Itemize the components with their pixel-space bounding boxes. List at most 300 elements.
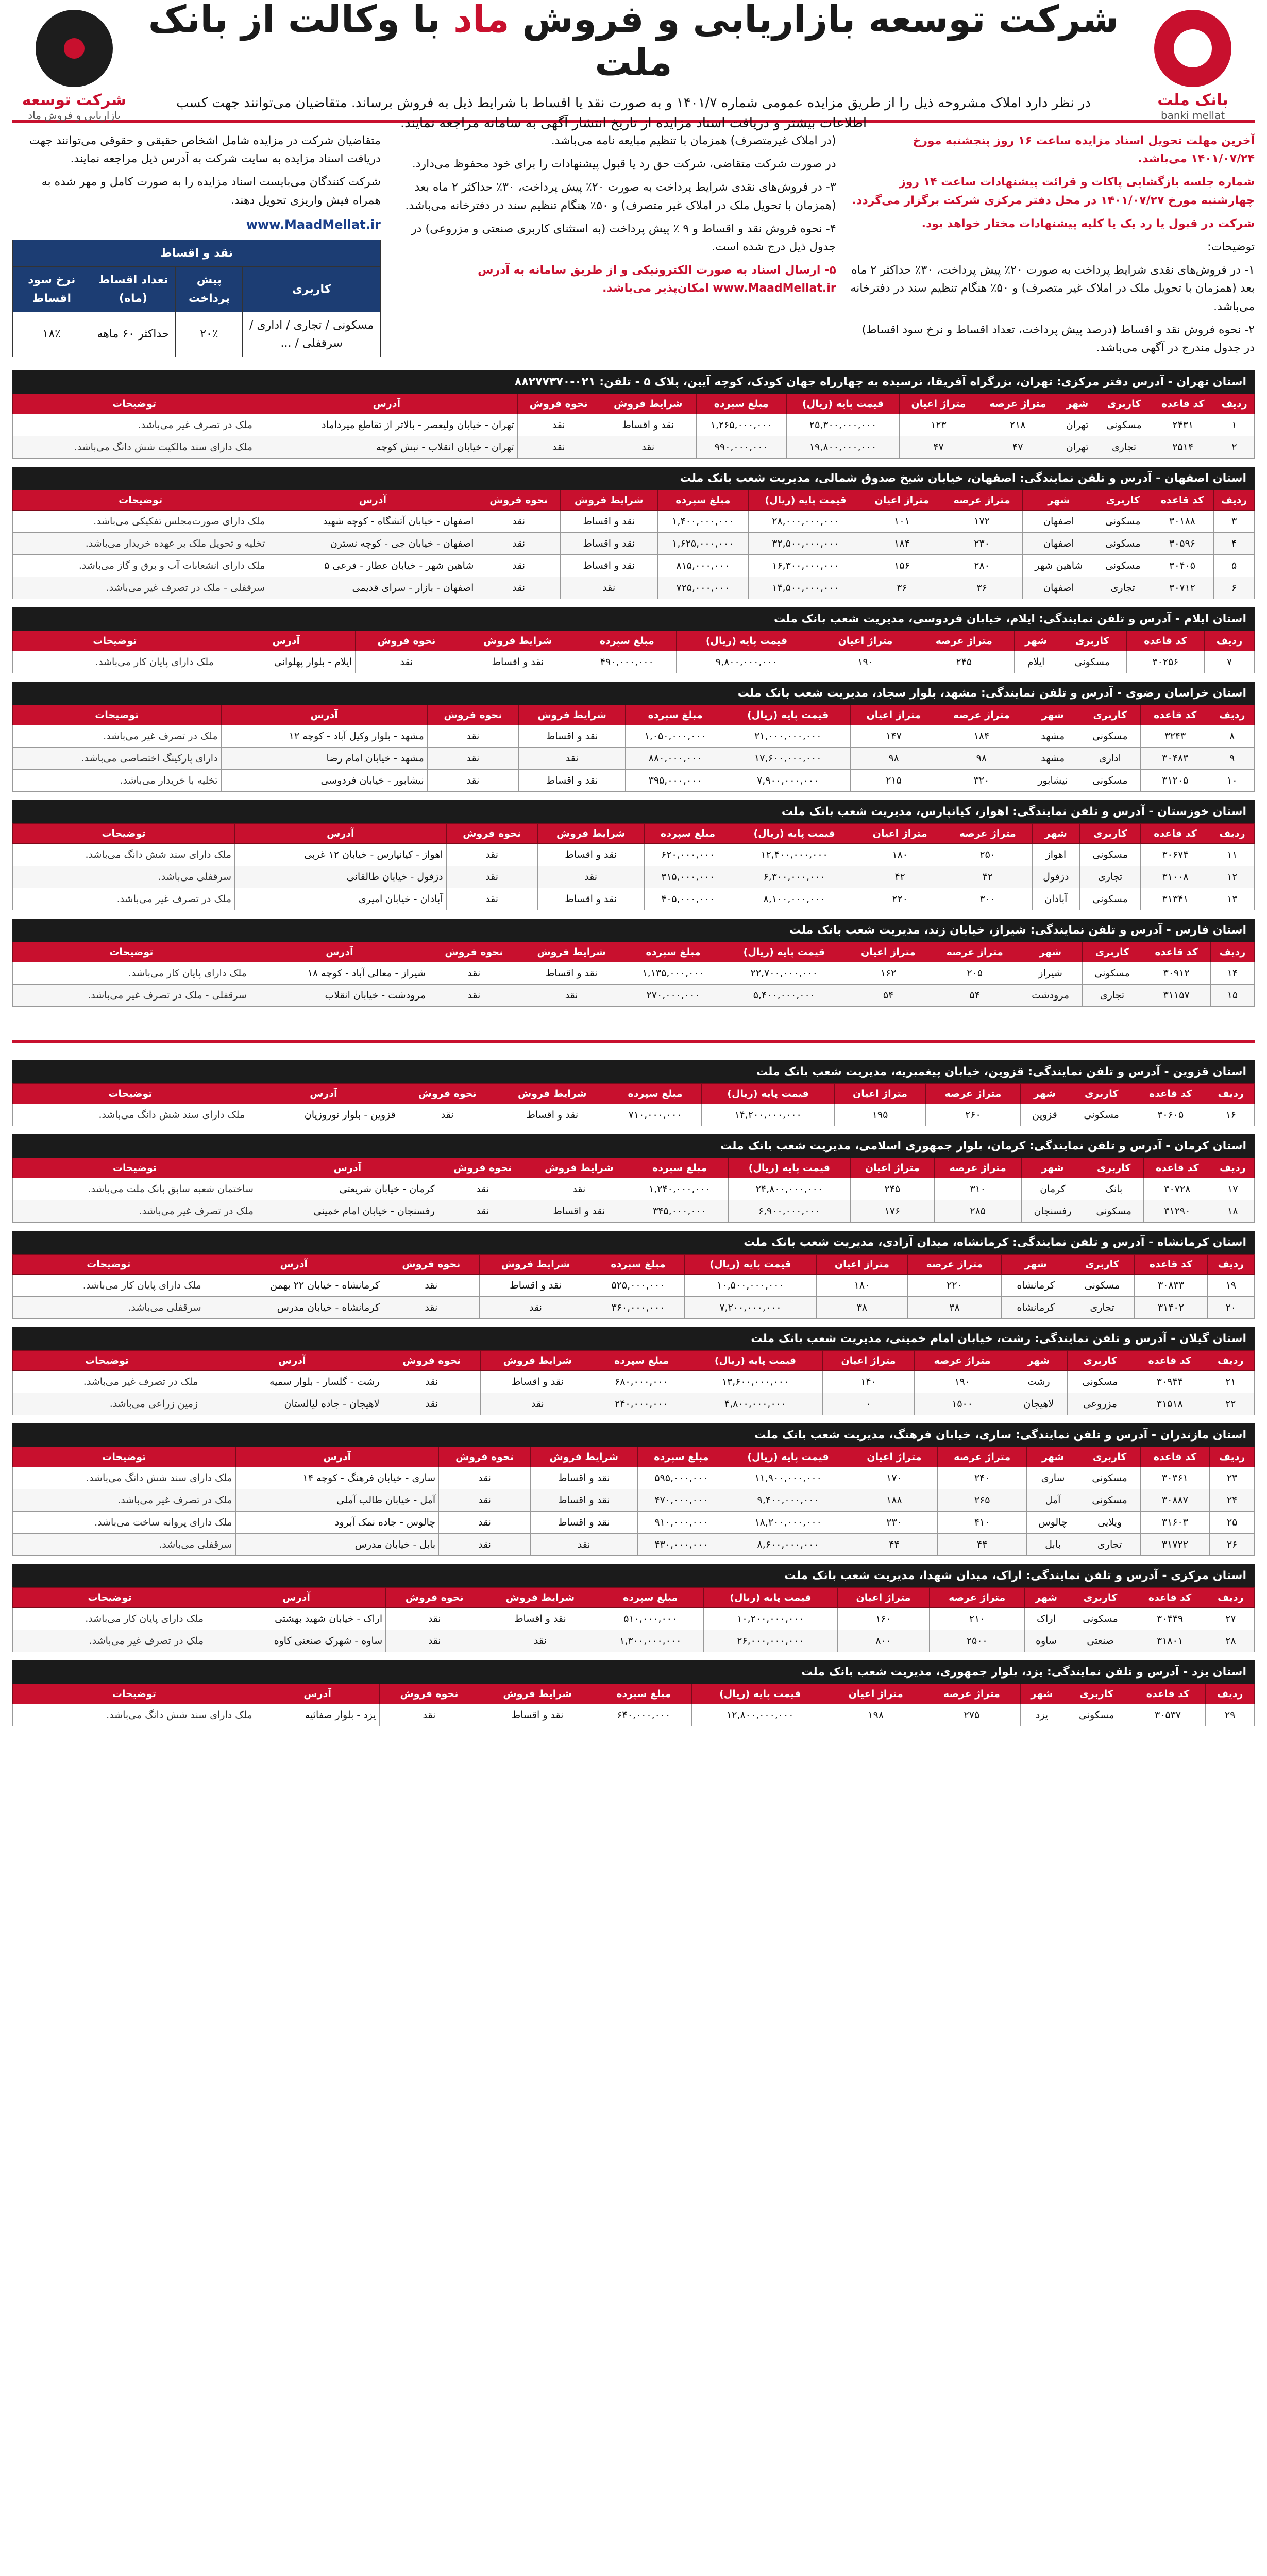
- table-cell: ۶: [1214, 577, 1255, 599]
- table-cell: ۲۶۰: [926, 1104, 1021, 1126]
- table-cell: اراک - خیابان شهید بهشتی: [207, 1608, 386, 1630]
- table-cell: ۳۰۰: [943, 888, 1032, 910]
- table-cell: تجاری: [1082, 985, 1142, 1007]
- table-cell: ۳۰۵۳۷: [1130, 1704, 1206, 1726]
- listing-table-header-row: [13, 1084, 1255, 1104]
- table-cell: لاهیجان - جاده لیالستان: [201, 1393, 383, 1415]
- table-cell: نقد و اقساط: [530, 1512, 637, 1534]
- table-cell: کرمان - خیابان شریعتی: [257, 1178, 438, 1200]
- table-cell: ملک در تصرف غیر می‌باشد.: [13, 725, 222, 748]
- table-cell: ۴۴: [851, 1534, 938, 1556]
- table-cell: مشهد - خیابان امام رضا: [221, 748, 427, 770]
- table-row: [13, 1608, 1255, 1630]
- column-header: توضیحات: [13, 1084, 248, 1104]
- column-header: نحوه فروش: [477, 490, 561, 511]
- table-cell: ۸: [1210, 725, 1255, 748]
- table-cell: ۲۴۰,۰۰۰,۰۰۰: [595, 1393, 688, 1415]
- column-header: شهر: [1023, 490, 1095, 511]
- listings-part-1: [12, 370, 1255, 1007]
- table-cell: سرقفلی - ملک در تصرف غیر می‌باشد.: [13, 985, 250, 1007]
- table-cell: ۱۸۴: [937, 725, 1026, 748]
- table-row: [13, 436, 1255, 459]
- table-cell: تجاری: [1079, 866, 1141, 888]
- table-cell: ۹: [1210, 748, 1255, 770]
- table-cell: ۳۰۴۰۵: [1151, 555, 1213, 577]
- table-cell: ۲۸,۰۰۰,۰۰۰,۰۰۰: [749, 511, 863, 533]
- table-cell: ۱۹۰: [915, 1371, 1010, 1393]
- column-header: شهر: [1021, 1684, 1063, 1704]
- table-cell: ۵۲۵,۰۰۰,۰۰۰: [592, 1275, 684, 1297]
- table-cell: اصفهان: [1023, 577, 1095, 599]
- ad-header: [12, 0, 1255, 131]
- column-header: توضیحات: [13, 824, 235, 844]
- table-cell: ملک دارای سند مالکیت شش دانگ می‌باشد.: [13, 436, 256, 459]
- table-cell: صنعتی: [1068, 1630, 1133, 1652]
- table-cell: ۷,۲۰۰,۰۰۰,۰۰۰: [684, 1297, 817, 1319]
- column-header: متراژ اعیان: [857, 824, 943, 844]
- table-cell: ۸,۱۰۰,۰۰۰,۰۰۰: [732, 888, 857, 910]
- company-logo: [12, 10, 136, 122]
- table-cell: ملک در تصرف غیر می‌باشد.: [13, 888, 235, 910]
- column-header: شرایط فروش: [527, 1158, 631, 1178]
- column-header: نحوه فروش: [355, 631, 458, 651]
- table-cell: نقد: [429, 985, 519, 1007]
- region-header: استان گیلان - آدرس و تلفن نمایندگی: رشت، خیابان امام خمینی، مدیریت شعب بانک ملت: [12, 1327, 1255, 1350]
- table-cell: مسکونی: [1079, 1467, 1140, 1489]
- table-cell: چالوس: [1027, 1512, 1079, 1534]
- table-cell: ۱۴,۲۰۰,۰۰۰,۰۰۰: [702, 1104, 835, 1126]
- listing-table-header-row: [13, 631, 1255, 651]
- column-header: ردیف: [1207, 1255, 1254, 1275]
- column-header: قیمت پایه (ریال): [684, 1255, 817, 1275]
- column-header: شهر: [1021, 1158, 1084, 1178]
- intro-col-middle: [394, 132, 836, 362]
- column-header: شرایط فروش: [481, 1351, 595, 1371]
- table-cell: ۲۵: [1210, 1512, 1255, 1534]
- table-cell: ۲۹: [1206, 1704, 1255, 1726]
- table-row: [13, 555, 1255, 577]
- table-cell: ۲۸۰: [941, 555, 1023, 577]
- region-header: استان مازندران - آدرس و تلفن نمایندگی: ساری، خیابان فرهنگ، مدیریت شعب بانک ملت: [12, 1423, 1255, 1447]
- table-cell: ۴۴: [937, 1534, 1027, 1556]
- table-cell: ۳۰۶۰۵: [1134, 1104, 1207, 1126]
- listing-table-header-row: [13, 490, 1255, 511]
- table-cell: ۱۶۰: [837, 1608, 930, 1630]
- column-header: کد قاعده: [1133, 1588, 1207, 1608]
- table-cell: ۳۱۲۰۵: [1141, 770, 1210, 792]
- table-cell: ۴۲: [857, 866, 943, 888]
- column-header: کاربری: [1096, 394, 1152, 414]
- table-cell: تهران: [1058, 436, 1096, 459]
- table-cell: ۱۱,۹۰۰,۰۰۰,۰۰۰: [725, 1467, 851, 1489]
- column-header: کد قاعده: [1143, 1158, 1211, 1178]
- column-header: متراژ اعیان: [863, 490, 941, 511]
- table-cell: ۳۶: [863, 577, 941, 599]
- intro-line: ۲- نحوه فروش نقد و اقساط (درصد پیش پرداخت، تعداد اقساط و نرخ سود اقساط) در جدول مندرج در آگهی می‌باشد.: [861, 323, 1255, 354]
- table-cell: ۱: [1214, 414, 1254, 436]
- column-header: ردیف: [1207, 1351, 1254, 1371]
- column-header: مبلغ سپرده: [592, 1255, 684, 1275]
- table-cell: نیشابور: [1026, 770, 1079, 792]
- listing-table-header-row: [13, 1351, 1255, 1371]
- table-cell: ۷,۹۰۰,۰۰۰,۰۰۰: [725, 770, 851, 792]
- table-cell: ۳۲۰: [937, 770, 1026, 792]
- mini-table-caption: نقد و اقساط: [13, 240, 381, 267]
- listing-table: [12, 1447, 1255, 1556]
- column-header: مبلغ سپرده: [631, 1158, 729, 1178]
- table-cell: نقد و اقساط: [483, 1608, 597, 1630]
- table-cell: ۲۶: [1210, 1534, 1255, 1556]
- table-cell: ۸۰۰: [837, 1630, 930, 1652]
- table-cell: نقد: [427, 748, 518, 770]
- table-cell: ۱۵۰۰: [915, 1393, 1010, 1415]
- column-header: کد قاعده: [1135, 1255, 1208, 1275]
- column-header: متراژ عرصه: [937, 1447, 1027, 1467]
- table-cell: اصفهان - بازار - سرای قدیمی: [268, 577, 477, 599]
- listings-part-2-wrapper: [12, 1040, 1255, 1726]
- table-cell: ۳۰۷۲۸: [1143, 1178, 1211, 1200]
- column-header: نحوه فروش: [517, 394, 600, 414]
- column-header: متراژ اعیان: [846, 942, 931, 962]
- column-header: توضیحات: [13, 631, 217, 651]
- table-cell: مسکونی: [1079, 725, 1141, 748]
- table-cell: تهران - خیابان ولیعصر - بالاتر از تقاطع میرداماد: [256, 414, 517, 436]
- column-header: متراژ اعیان: [829, 1684, 923, 1704]
- table-cell: چالوس - جاده نمک آبرود: [235, 1512, 439, 1534]
- column-header: شهر: [1026, 705, 1079, 725]
- table-cell: دزفول - خیابان طالقانی: [235, 866, 447, 888]
- intro-line: شرکت در قبول یا رد یک یا کلیه پیشنهادات مختار خواهد بود.: [921, 217, 1255, 230]
- table-cell: ۲۴: [1210, 1489, 1255, 1512]
- website-link[interactable]: www.MaadMellat.ir: [246, 217, 381, 232]
- table-cell: ۱۷۰: [851, 1467, 938, 1489]
- table-cell: ۱۹,۸۰۰,۰۰۰,۰۰۰: [786, 436, 900, 459]
- column-header: آدرس: [201, 1351, 383, 1371]
- intro-line: ۱- در فروش‌های نقدی شرایط پرداخت به صورت ۲۰٪ پیش پرداخت، ۳۰٪ حداکثر ۲ ماه بعد (همزمان با تحویل ملک در املاک غیر متصرف) و ۵۰٪ هنگام تنظیم سند در دفترخانه می‌باشد.: [850, 264, 1255, 313]
- table-cell: نقد: [383, 1297, 479, 1319]
- table-cell: مسکونی: [1096, 414, 1152, 436]
- column-header: توضیحات: [13, 490, 268, 511]
- column-header: نحوه فروش: [427, 705, 518, 725]
- table-cell: نقد و اقساط: [600, 414, 696, 436]
- table-cell: ۶,۳۰۰,۰۰۰,۰۰۰: [732, 866, 857, 888]
- table-cell: کرمانشاه: [1002, 1297, 1070, 1319]
- table-cell: ملک دارای پایان کار می‌باشد.: [13, 1608, 207, 1630]
- table-cell: ۸۱۵,۰۰۰,۰۰۰: [657, 555, 748, 577]
- table-row: [13, 770, 1255, 792]
- table-cell: ۳۱۰۰۸: [1141, 866, 1210, 888]
- table-cell: مسکونی: [1079, 1489, 1140, 1512]
- region-header: استان اصفهان - آدرس و تلفن نمایندگی: اصفهان، خیابان شیخ صدوق شمالی، مدیریت شعب بانک ملت: [12, 467, 1255, 490]
- table-cell: ۱۴۷: [851, 725, 937, 748]
- listing-table: [12, 942, 1255, 1007]
- column-header: کاربری: [1068, 1588, 1133, 1608]
- table-cell: ۱,۲۴۰,۰۰۰,۰۰۰: [631, 1178, 729, 1200]
- table-cell: ۳۰۵۹۶: [1151, 533, 1213, 555]
- region-header: استان ایلام - آدرس و تلفن نمایندگی: ایلام، خیابان فردوسی، مدیریت شعب بانک ملت: [12, 607, 1255, 631]
- table-cell: مسکونی: [1079, 888, 1141, 910]
- column-header: ردیف: [1210, 705, 1255, 725]
- table-cell: ۱۰: [1210, 770, 1255, 792]
- table-cell: ۱۸۸: [851, 1489, 938, 1512]
- column-header: ردیف: [1210, 1447, 1255, 1467]
- table-cell: اصفهان: [1023, 511, 1095, 533]
- table-cell: نقد و اقساط: [527, 1200, 631, 1223]
- table-cell: یزد - بلوار صفائیه: [256, 1704, 379, 1726]
- listing-table: [12, 823, 1255, 910]
- table-cell: ۱۷۶: [850, 1200, 934, 1223]
- mini-table-header: پیش پرداخت: [176, 267, 243, 312]
- column-header: شرایط فروش: [537, 824, 644, 844]
- table-cell: قزوین: [1020, 1104, 1069, 1126]
- column-header: قیمت پایه (ریال): [676, 631, 817, 651]
- column-header: کاربری: [1095, 490, 1151, 511]
- table-row: [13, 866, 1255, 888]
- column-header: ردیف: [1207, 1588, 1254, 1608]
- table-cell: نقد و اقساط: [537, 844, 644, 866]
- column-header: شهر: [1032, 824, 1079, 844]
- column-header: متراژ عرصه: [937, 705, 1026, 725]
- column-header: شرایط فروش: [479, 1255, 592, 1275]
- table-cell: ۳۰۹۴۴: [1133, 1371, 1207, 1393]
- listing-table-header-row: [13, 1255, 1255, 1275]
- column-header: شهر: [1025, 1588, 1068, 1608]
- table-cell: ۱۸۰: [857, 844, 943, 866]
- table-cell: ملک دارای انشعابات آب و برق و گاز می‌باشد.: [13, 555, 268, 577]
- table-cell: ۲۱۰: [930, 1608, 1025, 1630]
- mini-table-header: کاربری: [243, 267, 380, 312]
- table-cell: نقد و اقساط: [479, 1275, 592, 1297]
- table-cell: نقد: [446, 888, 537, 910]
- intro-line: شرکت کنندگان می‌بایست اسناد مزایده را به صورت کامل و مهر شده به همراه فیش واریزی تحویل دهند.: [41, 176, 381, 207]
- table-cell: ۳۰۷۱۲: [1151, 577, 1213, 599]
- table-cell: ۴۰۵,۰۰۰,۰۰۰: [644, 888, 732, 910]
- column-header: مبلغ سپرده: [637, 1447, 725, 1467]
- table-cell: ۱۲۳: [900, 414, 977, 436]
- column-header: ردیف: [1207, 1084, 1255, 1104]
- column-header: آدرس: [235, 824, 447, 844]
- column-header: کاربری: [1084, 1158, 1144, 1178]
- column-header: قیمت پایه (ریال): [704, 1588, 838, 1608]
- table-cell: ۲۶,۰۰۰,۰۰۰,۰۰۰: [704, 1630, 838, 1652]
- listing-table: [12, 1254, 1255, 1319]
- column-header: شهر: [1058, 394, 1096, 414]
- table-cell: بابل: [1027, 1534, 1079, 1556]
- table-cell: ۱۸۰: [817, 1275, 907, 1297]
- column-header: شهر: [1019, 942, 1082, 962]
- table-cell: نقد و اقساط: [530, 1467, 637, 1489]
- column-header: ردیف: [1210, 824, 1254, 844]
- table-cell: رشت - گلسار - بلوار سمیه: [201, 1371, 383, 1393]
- table-cell: اداری: [1079, 748, 1141, 770]
- table-cell: نقد: [481, 1393, 595, 1415]
- table-cell: ۲۳۰: [851, 1512, 938, 1534]
- table-cell: نقد: [446, 866, 537, 888]
- column-header: شهر: [1020, 1084, 1069, 1104]
- table-cell: تهران: [1058, 414, 1096, 436]
- table-cell: ملک دارای پایان کار می‌باشد.: [13, 1275, 205, 1297]
- table-cell: مسکونی: [1063, 1704, 1130, 1726]
- table-cell: نقد: [477, 577, 561, 599]
- title-prefix: شرکت توسعه بازاریابی و فروش: [522, 0, 1119, 41]
- table-cell: نقد: [560, 577, 657, 599]
- table-cell: مسکونی: [1095, 555, 1151, 577]
- table-row: [13, 962, 1255, 985]
- table-cell: زمین زراعی می‌باشد.: [13, 1393, 201, 1415]
- table-cell: ۱۰۱: [863, 511, 941, 533]
- table-cell: ۲۳: [1210, 1467, 1255, 1489]
- table-cell: ۸,۶۰۰,۰۰۰,۰۰۰: [725, 1534, 851, 1556]
- table-cell: ۱,۶۲۵,۰۰۰,۰۰۰: [657, 533, 748, 555]
- table-cell: ۳۸: [817, 1297, 907, 1319]
- table-cell: نقد: [383, 1275, 479, 1297]
- table-cell: ۱,۲۶۵,۰۰۰,۰۰۰: [696, 414, 786, 436]
- table-cell: مشهد - بلوار وکیل آباد - کوچه ۱۲: [221, 725, 427, 748]
- table-cell: تهران - خیابان انقلاب - نبش کوچه: [256, 436, 517, 459]
- intro-line: آخرین مهلت تحویل اسناد مزایده ساعت ۱۶ روز پنجشنبه مورخ ۱۴۰۱/۰۷/۲۴ می‌باشد.: [913, 134, 1255, 166]
- table-cell: ۷۲۵,۰۰۰,۰۰۰: [657, 577, 748, 599]
- table-cell: ساختمان شعبه سابق بانک ملت می‌باشد.: [13, 1178, 257, 1200]
- listing-table: [12, 1587, 1255, 1652]
- table-cell: نقد: [386, 1630, 483, 1652]
- column-header: توضیحات: [13, 705, 222, 725]
- table-cell: ۴: [1214, 533, 1255, 555]
- column-header: شرایط فروش: [458, 631, 578, 651]
- table-cell: ۰: [822, 1393, 915, 1415]
- table-cell: اصفهان - خیابان آتشگاه - کوچه شهید: [268, 511, 477, 533]
- column-header: آدرس: [256, 1684, 379, 1704]
- table-cell: ۱۹۰: [817, 651, 914, 673]
- listing-table: [12, 1684, 1255, 1726]
- table-cell: ۲۲۰: [857, 888, 943, 910]
- column-header: ردیف: [1204, 631, 1254, 651]
- column-header: توضیحات: [13, 1158, 257, 1178]
- table-cell: ۷: [1204, 651, 1254, 673]
- title-suffix: با وکالت از بانک ملت: [148, 0, 672, 84]
- column-header: مبلغ سپرده: [696, 394, 786, 414]
- table-cell: ۱۴: [1210, 962, 1254, 985]
- table-cell: ساوه - شهرک صنعتی کاوه: [207, 1630, 386, 1652]
- column-header: قیمت پایه (ریال): [691, 1684, 829, 1704]
- column-header: کد قاعده: [1151, 490, 1213, 511]
- column-header: قیمت پایه (ریال): [732, 824, 857, 844]
- column-header: قیمت پایه (ریال): [722, 942, 846, 962]
- table-cell: ملک در تصرف غیر می‌باشد.: [13, 1630, 207, 1652]
- table-cell: ۶۲۰,۰۰۰,۰۰۰: [644, 844, 732, 866]
- table-row: [13, 1512, 1255, 1534]
- listing-table: [12, 1350, 1255, 1415]
- table-cell: ۵۹۵,۰۰۰,۰۰۰: [637, 1467, 725, 1489]
- table-row: [13, 1200, 1255, 1223]
- column-header: متراژ عرصه: [977, 394, 1058, 414]
- table-cell: ملک دارای سند شش دانگ می‌باشد.: [13, 1104, 248, 1126]
- column-header: متراژ عرصه: [914, 631, 1015, 651]
- table-cell: نقد و اقساط: [458, 651, 578, 673]
- column-header: کاربری: [1079, 824, 1141, 844]
- column-header: شرایط فروش: [483, 1588, 597, 1608]
- table-cell: آمل - خیابان طالب آملی: [235, 1489, 439, 1512]
- table-cell: اصفهان: [1023, 533, 1095, 555]
- table-cell: ۱,۴۰۰,۰۰۰,۰۰۰: [657, 511, 748, 533]
- table-cell: ۳۰۶۷۴: [1141, 844, 1210, 866]
- mini-table-cell: ۱۸٪: [13, 312, 91, 357]
- table-cell: نقد: [429, 962, 519, 985]
- table-row: [13, 985, 1255, 1007]
- table-row: [13, 577, 1255, 599]
- table-cell: ۱۵: [1210, 985, 1254, 1007]
- table-cell: ۲۵۰۰: [930, 1630, 1025, 1652]
- table-cell: مسکونی: [1095, 533, 1151, 555]
- table-cell: اهواز: [1032, 844, 1079, 866]
- table-cell: رشت: [1010, 1371, 1067, 1393]
- table-cell: تجاری: [1095, 577, 1151, 599]
- column-header: کاربری: [1063, 1684, 1130, 1704]
- table-cell: ۵: [1214, 555, 1255, 577]
- table-cell: ۳۰۹۱۲: [1142, 962, 1210, 985]
- table-cell: یزد: [1021, 1704, 1063, 1726]
- listing-table-header-row: [13, 1684, 1255, 1704]
- bank-logo-sub: banki mellat: [1160, 109, 1225, 122]
- table-cell: مسکونی: [1084, 1200, 1144, 1223]
- column-header: متراژ عرصه: [907, 1255, 1002, 1275]
- company-logo-text: شرکت توسعه: [22, 91, 127, 109]
- column-header: کد قاعده: [1126, 631, 1204, 651]
- column-header: ردیف: [1211, 1158, 1254, 1178]
- column-header: شرایط فروش: [479, 1684, 596, 1704]
- column-header: شهر: [1014, 631, 1058, 651]
- table-cell: تخلیه و تحویل ملک بر عهده خریدار می‌باشد.: [13, 533, 268, 555]
- table-cell: ملک دارای سند شش دانگ می‌باشد.: [13, 1467, 236, 1489]
- intro-col-left: [12, 132, 381, 362]
- table-cell: ساری - خیابان فرهنگ - کوچه ۱۴: [235, 1467, 439, 1489]
- table-cell: ۳۰۱۸۸: [1151, 511, 1213, 533]
- column-header: شرایط فروش: [496, 1084, 609, 1104]
- table-cell: بابل - خیابان مدرس: [235, 1534, 439, 1556]
- column-header: متراژ اعیان: [851, 1447, 938, 1467]
- table-cell: ۱۵۶: [863, 555, 941, 577]
- bank-logo-text: بانک ملت: [1157, 91, 1228, 109]
- table-cell: نقد: [439, 1489, 531, 1512]
- table-cell: ۲۴۵: [850, 1178, 934, 1200]
- table-cell: مسکونی: [1079, 844, 1141, 866]
- table-cell: ۲۴۵: [914, 651, 1015, 673]
- table-cell: ملک در تصرف غیر می‌باشد.: [13, 1371, 201, 1393]
- table-cell: نقد و اقساط: [537, 888, 644, 910]
- table-cell: رفسنجان: [1021, 1200, 1084, 1223]
- listing-table-header-row: [13, 824, 1255, 844]
- column-header: توضیحات: [13, 1684, 256, 1704]
- table-cell: ۲۳۰: [941, 533, 1023, 555]
- table-cell: ملک در تصرف غیر می‌باشد.: [13, 1489, 236, 1512]
- column-header: شرایط فروش: [600, 394, 696, 414]
- table-cell: ۲۰۵: [931, 962, 1019, 985]
- column-header: متراژ عرصه: [923, 1684, 1020, 1704]
- bank-logo: [1131, 10, 1255, 122]
- installment-terms-table: [12, 240, 381, 357]
- listing-table-header-row: [13, 705, 1255, 725]
- table-row: [13, 1371, 1255, 1393]
- column-header: مبلغ سپرده: [644, 824, 732, 844]
- table-cell: مسکونی: [1082, 962, 1142, 985]
- column-header: کد قاعده: [1142, 942, 1210, 962]
- table-cell: ۳۰۸۸۷: [1140, 1489, 1210, 1512]
- table-cell: اصفهان - خیابان جی - کوچه نسترن: [268, 533, 477, 555]
- column-header: قیمت پایه (ریال): [725, 705, 851, 725]
- column-header: کاربری: [1058, 631, 1126, 651]
- table-cell: ۱۳: [1210, 888, 1254, 910]
- column-header: مبلغ سپرده: [578, 631, 676, 651]
- column-header: ردیف: [1214, 394, 1254, 414]
